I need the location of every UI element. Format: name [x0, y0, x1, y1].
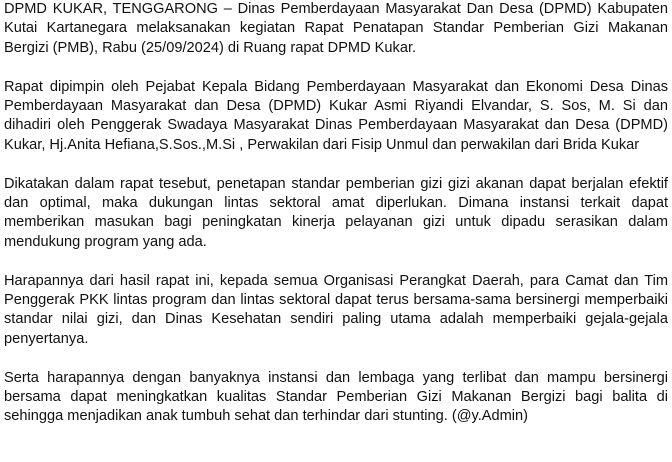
article-paragraph-closing: Serta harapannya dengan banyaknya instansi dan lembaga yang terlibat dan mampu bersinergi bersama dapat meningkatkan kualitas Standar Pemberian Gizi Makanan Bergizi bagi balita di sehingga menjadikan anak tumbuh sehat dan terhindar dari stunting. (@y.Admin) [4, 369, 668, 425]
article-paragraph-meeting-leaders: Rapat dipimpin oleh Pejabat Kepala Bidang Pemberdayaan Masyarakat dan Ekonomi Desa Dinas Pemberdayaan Masyarakat dan Desa (DPMD) Kukar Asmi Riyandi Elvandar, S. Sos, M. Si dan dihadiri oleh Penggerak Swadaya Masyarakat Dinas Pemberdayaan Masyarakat dan Desa (DPMD) Kukar, Hj.Anita Hefiana,S.Sos.,M.Si , Perwakilan dari Fisip Unmul dan perwakilan dari Brida Kukar [4, 78, 668, 153]
article-paragraph-statement: Dikatakan dalam rapat tesebut, penetapan standar pemberian gizi gizi akanan dapat berjalan efektif dan optimal, maka dukungan lintas sektoral amat diperlukan. Dimana instansi terkait dapat memberikan masukan bagi peningkatan kinerja pelayanan gizi untuk dipadu serasikan dalam mendukung program yang ada. [4, 175, 668, 250]
article-paragraph-lead: DPMD KUKAR, TENGGARONG – Dinas Pemberdayaan Masyarakat Dan Desa (DPMD) Kabupaten Kutai Kartanegara melaksanakan kegiatan Rapat Penatapan Standar Pemberian Gizi Makanan Bergizi (PMB), Rabu (25/09/2024) di Ruang rapat DPMD Kukar. [4, 1, 668, 56]
article-paragraph-hope: Harapannya dari hasil rapat ini, kepada semua Organisasi Perangkat Daerah, para Camat dan Tim Penggerak PKK lintas program dan lintas sektoral dapat terus bersama-sama bersinergi memperbaiki standar nilai gizi, dan Dinas Kesehatan sendiri paling utama adalah memperbaiki gejala-gejala penyertanya. [4, 272, 668, 347]
